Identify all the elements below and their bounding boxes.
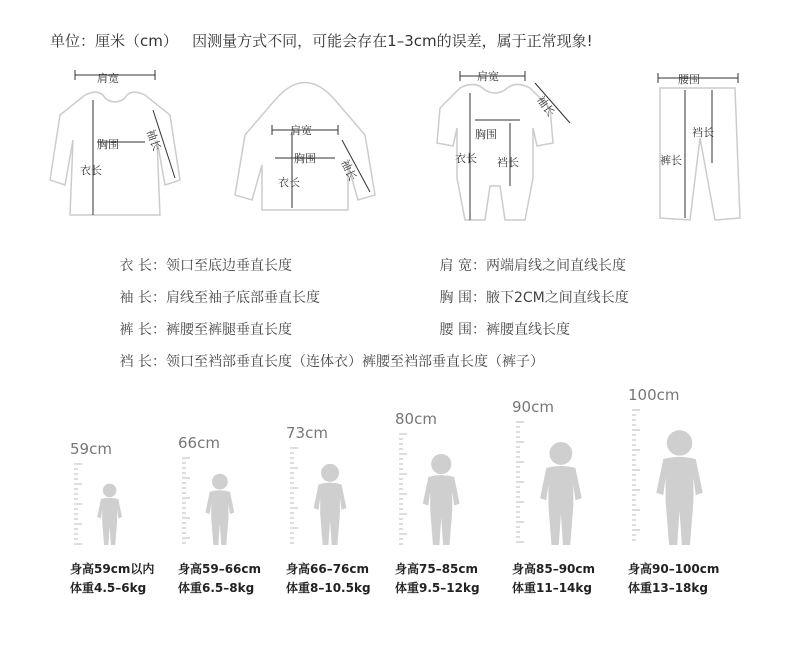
kid-size-caption (178, 560, 261, 598)
kid-height-label: 90cm (512, 398, 554, 416)
chest-label: 胸围 (294, 152, 316, 165)
garment-dress-diagram (45, 70, 185, 220)
kid-height-range: 身高59–66cm (178, 562, 262, 576)
definition-desc: 腋下2CM之间直线长度 (486, 290, 629, 306)
crotch-label: 裆长 (692, 126, 714, 139)
length-label: 衣长 (278, 176, 300, 189)
definition-row: 衣 长：领口至底边垂直长度 (100, 255, 292, 275)
definition-row: 肩 宽：两端肩线之间直线长度 (420, 255, 626, 275)
kid-size-caption (395, 560, 480, 598)
kid-weight-range: 体重6.5–8kg (178, 581, 255, 595)
pants-silhouette (650, 68, 745, 228)
kid-height-range: 身高66–76cm (286, 562, 370, 576)
definition-term: 袖 长 (119, 290, 152, 306)
kid-weight-range: 体重9.5–12kg (395, 581, 480, 595)
shoulder-label: 肩宽 (97, 72, 119, 85)
kid-height-label: 100cm (628, 386, 680, 404)
definition-row: 袖 长：肩线至袖子底部垂直长度 (100, 287, 320, 307)
definition-row: 裆 长：领口至裆部垂直长度（连体衣）裤腰至裆部垂直长度（裤子） (100, 351, 544, 371)
shoulder-label: 肩宽 (290, 124, 312, 137)
length-label: 衣长 (455, 152, 477, 165)
kid-size-caption (70, 560, 154, 598)
kid-height-label: 59cm (70, 440, 112, 458)
length-label: 衣长 (80, 164, 102, 177)
kid-weight-range: 体重8–10.5kg (286, 581, 371, 595)
sleeve-label: 袖长 (338, 157, 360, 183)
definition-term: 裆 长 (119, 354, 152, 370)
garment-pants-diagram (650, 68, 745, 228)
kid-height-range: 身高85–90cm (512, 562, 596, 576)
definition-row: 胸 围：腋下2CM之间直线长度 (420, 287, 629, 307)
kid-silhouette-icon (399, 434, 479, 545)
definition-row: 裤 长：裤腰至裤腿垂直长度 (100, 319, 292, 339)
kid-height-label: 80cm (395, 410, 437, 428)
definition-desc: 肩线至袖子底部垂直长度 (166, 290, 320, 306)
chest-label: 胸围 (475, 128, 497, 141)
kid-size-caption (628, 560, 719, 598)
kid-height-label: 66cm (178, 434, 220, 452)
definition-term: 肩 宽 (439, 258, 472, 274)
definition-desc: 裤腰直线长度 (486, 322, 570, 338)
definition-term: 衣 长 (119, 258, 152, 274)
kid-weight-range: 体重11–14kg (512, 581, 592, 595)
unit-note: 单位：厘米（cm） 因测量方式不同，可能会存在1–3cm的误差，属于正常现象! (50, 32, 593, 50)
definition-desc: 领口至裆部垂直长度（连体衣）裤腰至裆部垂直长度（裤子） (166, 354, 544, 370)
definition-desc: 两端肩线之间直线长度 (486, 258, 626, 274)
crotch-label: 裆长 (497, 156, 519, 169)
kid-size-caption (286, 560, 371, 598)
hooded-jacket-silhouette (230, 70, 380, 220)
waist-label: 腰围 (678, 73, 700, 86)
kid-weight-range: 体重4.5–6kg (70, 581, 147, 595)
kid-silhouette-icon (516, 422, 596, 545)
kid-height-range: 身高90–100cm (628, 562, 720, 576)
kid-silhouette-icon (290, 448, 370, 545)
chest-label: 胸围 (97, 138, 119, 151)
kid-silhouette-icon (182, 458, 262, 545)
garment-hooded-jacket-diagram (230, 70, 380, 220)
kid-height-label: 73cm (286, 424, 328, 442)
kid-silhouette-icon (632, 410, 712, 545)
definition-desc: 领口至底边垂直长度 (166, 258, 292, 274)
kid-height-range: 身高75–85cm (395, 562, 479, 576)
kid-height-range: 身高59cm以内 (70, 562, 155, 576)
romper-silhouette (425, 68, 580, 228)
pants-length-label: 裤长 (660, 154, 682, 167)
definition-term: 胸 围 (439, 290, 472, 306)
kid-weight-range: 体重13–18kg (628, 581, 708, 595)
definition-desc: 裤腰至裤腿垂直长度 (166, 322, 292, 338)
sleeve-label: 袖长 (143, 127, 164, 153)
definition-term: 腰 围 (439, 322, 472, 338)
sleeve-label: 袖长 (533, 93, 558, 120)
definition-row: 腰 围：裤腰直线长度 (420, 319, 570, 339)
kid-size-caption (512, 560, 595, 598)
kid-silhouette-icon (74, 464, 154, 545)
shoulder-label: 肩宽 (477, 70, 499, 83)
garment-romper-diagram (425, 68, 580, 228)
definition-term: 裤 长 (119, 322, 152, 338)
